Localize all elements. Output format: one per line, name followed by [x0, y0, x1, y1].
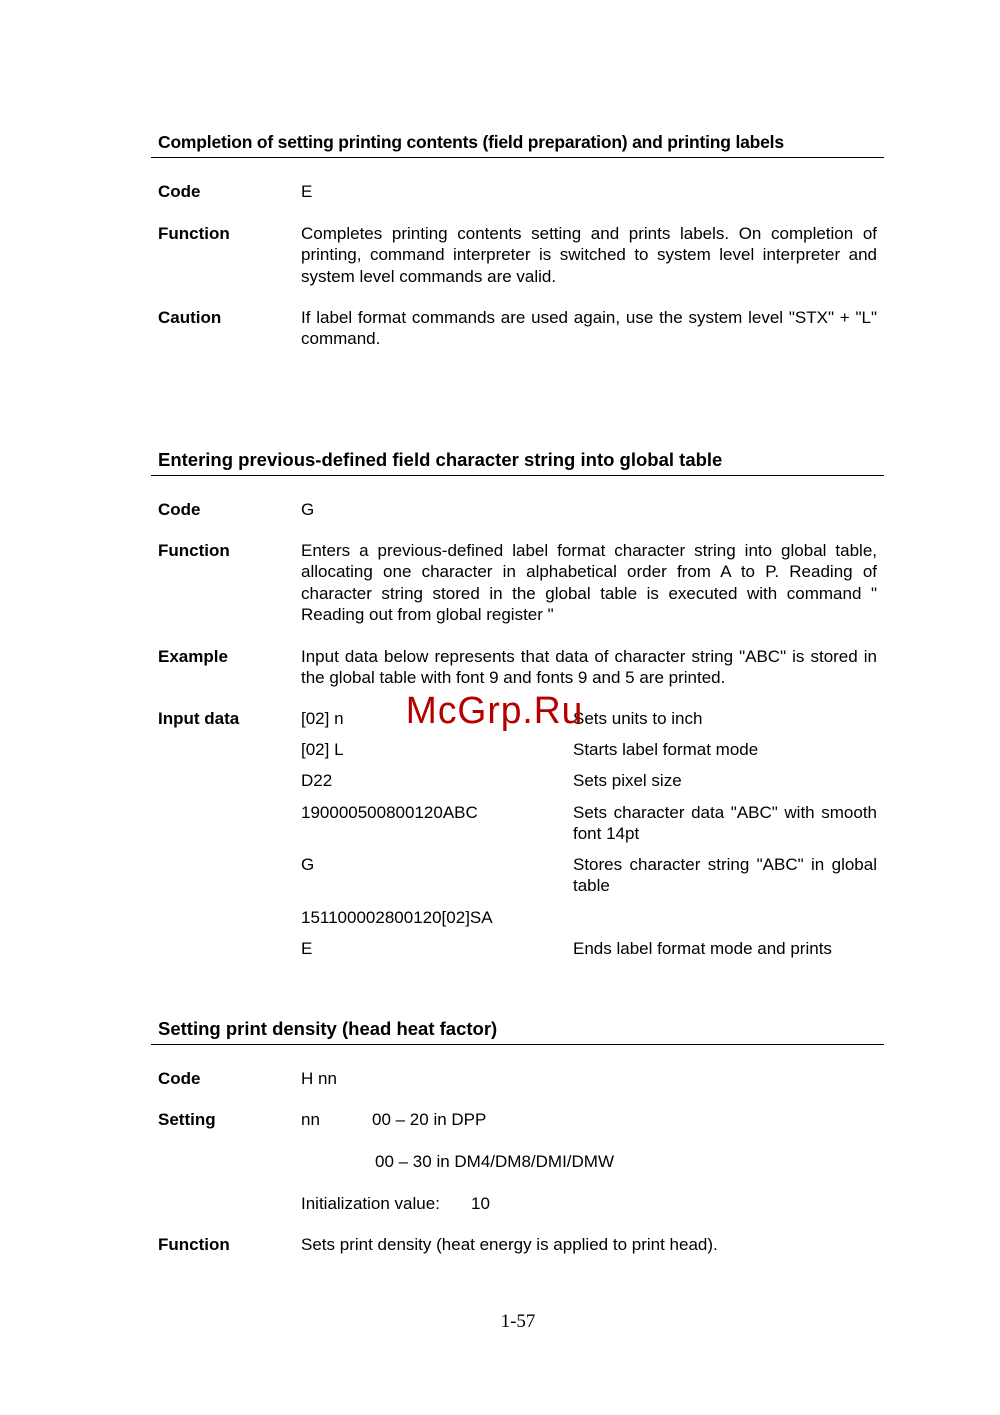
description-cell: Ends label format mode and prints — [573, 939, 832, 958]
command-cell: E — [301, 939, 313, 958]
code-label: Code — [158, 500, 201, 519]
caution-value: If label format commands are used again, use the system level "STX" + "L" command. — [301, 308, 877, 349]
setting-range-dm: 00 – 30 in DM4/DM8/DMI/DMW — [375, 1152, 614, 1171]
command-cell: D22 — [301, 771, 333, 790]
description-cell: Stores character string "ABC" in global table — [573, 855, 877, 896]
setting-param: nn — [301, 1110, 320, 1129]
section-heading: Entering previous-defined field character string into global table — [151, 449, 884, 476]
description-cell: Sets character data "ABC" with smooth font 14pt — [573, 803, 877, 844]
code-value: E — [301, 182, 313, 201]
section-global-table — [151, 449, 884, 476]
section-print-density — [151, 1018, 884, 1045]
code-value: H nn — [301, 1069, 337, 1088]
function-value: Enters a previous-defined label format character string into global table, allocating one character in alphabetical order from A to P. Reading of character string stored in the global table is executed with command " Reading out from global register " — [301, 541, 877, 624]
section-field-completion — [151, 131, 884, 158]
caution-label: Caution — [158, 308, 222, 327]
code-label: Code — [158, 1069, 201, 1088]
code-label: Code — [158, 182, 201, 201]
watermark: McGrp.Ru — [405, 690, 584, 732]
code-value: G — [301, 500, 315, 519]
command-cell: [02] n — [301, 709, 344, 728]
command-cell: 151100002800120[02]SA — [301, 908, 493, 927]
init-value: 10 — [471, 1194, 490, 1213]
section-heading: Setting print density (head heat factor) — [151, 1018, 884, 1045]
command-cell: [02] L — [301, 740, 344, 759]
init-label: Initialization value: — [301, 1194, 440, 1213]
function-label: Function — [158, 1235, 230, 1254]
description-cell: Sets pixel size — [573, 771, 682, 790]
example-label: Example — [158, 647, 228, 666]
description-cell: Starts label format mode — [573, 740, 759, 759]
section-heading: Completion of setting printing contents (field preparation) and printing labels — [151, 131, 884, 158]
setting-range-dpp: 00 – 20 in DPP — [372, 1110, 487, 1129]
input-data-label: Input data — [158, 709, 240, 728]
function-value: Sets print density (heat energy is applied to print head). — [301, 1235, 718, 1254]
command-cell: 190000500800120ABC — [301, 803, 478, 822]
setting-label: Setting — [158, 1110, 216, 1129]
example-value: Input data below represents that data of character string "ABC" is stored in the global table with font 9 and fonts 9 and 5 are printed. — [301, 647, 877, 688]
function-label: Function — [158, 541, 230, 560]
function-value: Completes printing contents setting and prints labels. On completion of printing, command interpreter is switched to system level interpreter and system level commands are valid. — [301, 224, 877, 286]
function-label: Function — [158, 224, 230, 243]
page-number: 1-57 — [500, 1311, 536, 1332]
description-cell: Sets units to inch — [573, 709, 703, 728]
command-cell: G — [301, 855, 315, 874]
